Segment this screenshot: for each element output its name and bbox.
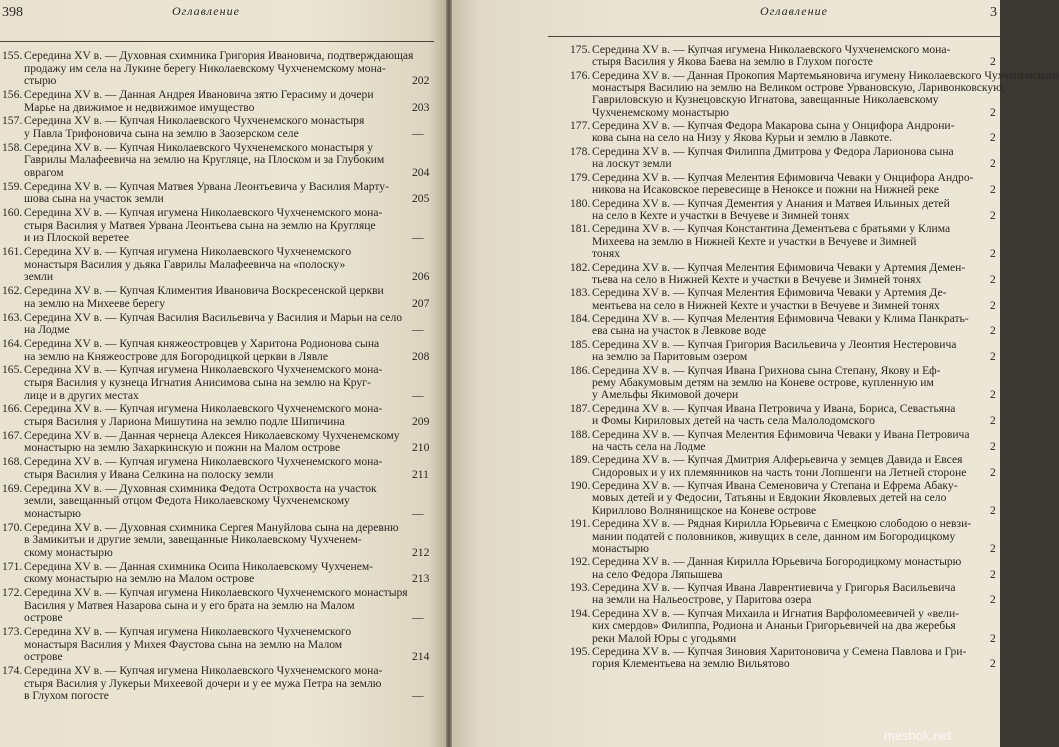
toc-entry [570,68,1059,119]
left-header-rule [0,41,434,42]
toc-entry-line: стыря Василия у кузнеца Игнатия Анисимова сына на землю на Круг- [24,375,371,389]
toc-entry-line: Чухченемскому монастырю [592,105,729,119]
toc-entry [570,262,998,287]
toc-entry-line: монастырю на землю Захаркинскую и пожни на Малом острове [24,441,341,455]
left-page-number: 398 [2,5,23,20]
toc-entry-line: Середина XV в. — Купчая княжеостровцев у Харитона Родионова сына [24,337,380,350]
toc-entry-page: 2 [990,388,996,402]
toc-entry-line: Михеева на землю в Нижней Кехте и участки в Вечуеве и Зимней [592,234,917,248]
toc-entry [2,115,442,140]
toc-entry-line: Марье на движимое и недвижимое имущество [24,100,255,114]
toc-entry-line: на село в Кехте и участки в Вечуеве и Зимней тонях [592,208,850,222]
toc-entry [570,172,998,197]
toc-entry-line: Середина XV в. — Данная Прокопия Мартемьяновича игумену Николаевского Чухченемского [592,68,1059,82]
toc-entry-line: острове [24,650,63,664]
toc-entry-line: на землю на Михееве берегу [24,296,166,310]
toc-entry-line: Середина XV в. — Духовная схимника Федота Острохвоста на участок [24,481,377,495]
toc-entry-page: — [412,506,424,520]
toc-entry-page: — [412,388,424,402]
toc-entry-line: Сидоровых и у их племянников на часть тони Лопшенги на Летней стороне [592,465,967,479]
toc-entry-line: Середина XV в. — Купчая Матвея Урвана Леонтьевича у Василия Марту- [24,179,389,193]
toc-entry [570,518,998,555]
toc-entry-line: Середина XV в. — Купчая игумена Николаевского Чухченемского мона- [24,455,383,469]
toc-entry-line: мовых детей и у Федосии, Татьяны и Евдокии Яковлевых детей на село [592,491,947,505]
toc-entry-page: 2 [990,105,996,119]
toc-entry-line: Середина XV в. — Купчая Филиппа Дмитрова у Федора Ларионова сына [592,145,954,158]
toc-entry-page: — [412,611,424,625]
toc-entry-number: 178. [570,145,591,158]
toc-entry-line: на Лодме [24,323,70,337]
toc-entry-number: 174. [2,664,23,677]
toc-entry-line: монастырю [592,541,649,555]
toc-entry-page: 2 [990,657,996,671]
toc-entry-page: 2 [990,350,996,364]
right-page [452,0,1059,747]
toc-entry-line: Середина XV в. — Купчая Константина Дементьева с братьями у Клима [592,222,951,236]
toc-entry-line: монастырю [24,506,81,520]
toc-entry-line: Середина XV в. — Купчая Григория Васильевича у Леонтия Нестеровича [592,337,957,351]
toc-entry-number: 191. [570,517,591,531]
toc-entry-line: скому монастырю на землю на Малом острове [24,572,255,586]
toc-entry-line: Середина XV в. — Купчая Дементия у Анания и Матвея Ильиных детей [592,196,950,210]
toc-entry-line: мании податей с половников, живущих в селе, данном им Богородицкому [592,529,956,543]
toc-entry-line: Середина XV в. — Духовная схимника Григория Ивановича, подтверждающая [24,49,414,62]
toc-entry-number: 159. [2,179,23,193]
toc-entry-line: Василия у Матвея Назарова сына и у его брата на землю на Малом [24,598,355,612]
toc-entry-page: 2 [990,324,996,338]
toc-entry [570,223,998,260]
toc-entry-page: 2 [990,567,996,581]
toc-entry-line: острове [24,611,63,625]
toc-entry [570,287,998,312]
toc-entry [570,454,998,479]
toc-entry-line: шова сына на участок земли [24,192,164,206]
toc-entry [2,561,442,586]
toc-entry [570,403,998,428]
toc-entry [2,364,442,402]
toc-entry [2,142,442,180]
toc-entry [570,429,998,454]
right-page-number: 3 [990,5,997,20]
toc-entry-line: монастыря Василия у дьяка Гаврилы Малафеевича на «полоску» [24,257,346,271]
toc-entry-line: Середина XV в. — Данная Андрея Ивановича зятю Герасиму и дочери [24,88,374,101]
toc-entry-number: 185. [570,337,591,351]
toc-entry-number: 168. [2,455,23,469]
toc-entry-line: Середина XV в. — Купчая Федора Макарова сына у Онцифора Андрони- [592,119,955,133]
left-page [0,0,446,747]
toc-entry [2,285,442,310]
toc-entry-page: 2 [990,246,996,260]
toc-entry-line: стыря Василия у Якова Баева на землю в Глухом погосте [592,55,873,69]
toc-entry-number: 184. [570,312,591,326]
toc-entry-line: Середина XV в. — Купчая Ивана Петровича у Ивана, Бориса, Севастьяна [592,401,956,415]
toc-entry-number: 173. [2,625,23,638]
toc-entry [2,522,442,560]
toc-entry-page: 2 [990,439,996,453]
toc-entry-page: 212 [412,545,430,559]
toc-entry-line: на земли на Нальеострове, у Паритова озера [592,593,812,607]
toc-entry-line: стыря Василия у Матвея Урвана Леонтьева сына на землю на Кругляце [24,218,376,232]
toc-entry-number: 186. [570,363,591,377]
toc-entry-number: 172. [2,586,23,599]
toc-entry-page: 207 [412,296,430,310]
toc-entry-page: 208 [412,349,430,363]
toc-entry-line: на землю на Княжеострове для Богородицкой церкви в Лявле [24,349,328,363]
toc-entry-number: 169. [2,481,23,495]
toc-entry-line: в Глухом погосте [24,689,109,703]
toc-entry-line: стыря Василия у Ивана Селкина на полоску земли [24,467,274,481]
toc-entry-number: 180. [570,196,591,210]
toc-entry-line: Середина XV в. — Купчая игумена Николаевского Чухченемского [24,245,352,259]
toc-entry-line: Середина XV в. — Купчая Ивана Лаврентиевича у Григорья Васильевича [592,581,956,595]
toc-entry-number: 175. [570,43,591,56]
toc-entry-line: Середина XV в. — Купчая Николаевского Чухченемского монастыря [24,114,365,128]
toc-entry-page: 213 [412,572,430,586]
toc-entry-number: 194. [570,607,591,620]
toc-entry-line: стыря Василия у Лукерьи Михеевой дочери и у ее мужа Петра на землю [24,676,382,690]
toc-entry-line: Середина XV в. — Купчая Дмитрия Алферьевича у земцев Давида и Евсея [592,453,963,467]
left-running-head: Оглавление [172,4,240,18]
toc-entry-line: Середина XV в. — Купчая игумена Николаевского Чухченемского [24,625,352,638]
toc-entry-line: Середина XV в. — Купчая Ивана Семеновича у Степана и Ефрема Абаку- [592,479,958,493]
toc-entry-line: на село Федора Ляпышева [592,567,723,581]
toc-entry-page: 2 [990,414,996,428]
toc-entry-number: 155. [2,49,23,62]
toc-entry-line: Середина XV в. — Купчая Мелентия Ефимовича Чеваки у Артемия Де- [592,286,947,300]
toc-entry-number: 195. [570,645,591,659]
toc-entry-line: Середина XV в. — Духовная схимника Сергея Мануйлова сына на деревню [24,520,399,534]
toc-entry-page: — [412,689,424,703]
toc-entry [570,608,998,645]
toc-entry [2,483,442,521]
toc-entry-page: 209 [412,414,430,428]
toc-entry-page: 203 [412,100,430,114]
toc-entry-number: 179. [570,170,591,184]
toc-entry-line: кова сына на село на Низу у Якова Курьи и землю в Лавкоте. [592,131,893,145]
toc-entry-number: 183. [570,286,591,300]
toc-entry-line: монастыря Василия у Михея Фаустова сына на землю на Малом [24,637,343,651]
toc-entry-line: Середина XV в. — Купчая Василия Васильевича у Василия и Марьи на село [24,310,403,324]
toc-entry-line: продажу им села на Лукине берегу Николаевскому Чухченемскому мона- [24,61,386,75]
toc-entry-page: — [412,231,424,245]
toc-entry [570,556,998,581]
toc-entry [2,338,442,363]
toc-entry-page: 2 [990,157,996,171]
toc-entry-line: Середина XV в. — Купчая Мелентия Ефимовича Чеваки у Клима Панкрать- [592,312,969,326]
toc-entry-line: Середина XV в. — Купчая игумена Николаевского Чухченемского мона- [24,402,383,416]
toc-entry [570,480,998,517]
toc-entry-line: Середина XV в. — Купчая игумена Николаевского Чухченемского мона- [592,43,951,56]
toc-entry-number: 176. [570,68,591,82]
toc-entry-line: на лоскут земли [592,157,672,171]
toc-entry-line: Середина XV в. — Купчая Климентия Ивановича Воскресенской церкви [24,284,384,298]
toc-entry-line: Середина XV в. — Рядная Кирилла Юрьевича с Емецкою слободою о невзи- [592,517,972,531]
toc-entry [2,207,442,245]
toc-entry-number: 167. [2,428,23,442]
toc-entry-page: 202 [412,74,430,88]
toc-entry-line: Середина XV в. — Купчая Михаила и Игнатия Варфоломеевичей у «вели- [592,607,960,620]
toc-entry-page: 2 [990,208,996,222]
toc-entry-line: Гавриловскую и Кузнецовскую Игнатова, завещанные Николаевскому [592,93,939,107]
toc-entry [2,181,442,206]
toc-entry-number: 166. [2,402,23,416]
toc-entry [570,313,998,338]
toc-entry-number: 158. [2,140,23,154]
toc-entry-line: стыря Василия у Лариона Мишутина на землю подле Шипичина [24,414,345,428]
toc-entry-line: Середина XV в. — Купчая игумена Николаевского Чухченемского мона- [24,664,383,677]
toc-entry-line: лице и в других местах [24,388,139,402]
toc-entry-page: 2 [990,503,996,517]
toc-entry [2,456,442,481]
toc-entry-page: — [412,323,424,337]
toc-entry-line: Середина XV в. — Купчая Николаевского Чухченемского монастыря у [24,140,373,154]
toc-entry-page: 2 [990,541,996,555]
toc-entry-line: монастыря Василию на землю на Великом острове Урвановскую, Ларивонковскую, [592,81,1005,95]
toc-entry-page: 211 [412,467,429,481]
toc-entry [570,120,998,145]
toc-entry [570,44,998,69]
toc-entry [570,146,998,171]
toc-entry-line: никова на Исаковское перевесище в Неноксе и пожни на Нижней реке [592,183,939,197]
toc-entry-line: и Фомы Кириловых детей на часть села Малолодомского [592,414,875,428]
right-header-rule [548,36,1000,37]
toc-entry-number: 160. [2,206,23,220]
toc-entry-number: 156. [2,88,23,101]
toc-entry-number: 161. [2,245,23,259]
toc-entry-line: Середина XV в. — Купчая игумена Николаевского Чухченемского монастыря [24,586,408,599]
toc-entry-line: Гаврилы Малафеевича на землю на Кругляце, на Плоском и за Глубоким [24,153,385,167]
toc-entry [2,403,442,428]
toc-entry-number: 163. [2,310,23,324]
toc-entry-number: 170. [2,520,23,534]
toc-entry [2,626,442,664]
toc-entry-line: земли [24,270,54,284]
toc-entry-line: Середина XV в. — Купчая Ивана Грихнова сына Степану, Якову и Еф- [592,363,941,377]
toc-entry [570,582,998,607]
toc-entry-page: 2 [990,272,996,286]
toc-entry [2,312,442,337]
toc-entry [2,587,442,625]
toc-entry-number: 164. [2,337,23,350]
toc-entry-page: 2 [990,55,996,69]
toc-entry-number: 188. [570,427,591,441]
toc-entry-page: 2 [990,465,996,479]
toc-entry-line: Середина XV в. — Купчая Мелентия Ефимовича Чеваки у Артемия Демен- [592,260,966,274]
toc-entry-line: стырю [24,74,57,88]
toc-entry-line: Середина XV в. — Купчая Мелентия Ефимовича Чеваки у Ивана Петровича [592,427,970,441]
toc-entry-line: Середина XV в. — Купчая игумена Николаевского Чухченемского мона- [24,206,383,220]
toc-entry-line: ева сына на участок в Левкове водe [592,324,767,338]
toc-entry-number: 182. [570,260,591,274]
toc-entry-line: в Замикитьи и другие земли, завещанные Николаевскому Чухченем- [24,533,362,547]
toc-entry-page: 204 [412,165,430,179]
toc-entry-page: 2 [990,298,996,312]
toc-entry-line: Середина XV в. — Купчая Мелентия Ефимовича Чеваки у Онцифора Андро- [592,170,974,184]
toc-entry-line: у Павла Трифоновича сына на землю в Заозерском селе [24,126,299,140]
toc-entry-number: 165. [2,363,23,377]
toc-entry-number: 193. [570,581,591,595]
toc-entry-number: 181. [570,222,591,236]
right-running-head: Оглавление [760,4,828,18]
toc-entry-line: земли, завещанный отцом Федота Николаевскому Чухченемскому [24,494,350,508]
toc-entry-number: 187. [570,401,591,415]
toc-entry-number: 171. [2,559,23,573]
toc-entry-line: ментьева на село в Нижней Кехте и участки в Вечуеве и Зимней тонях [592,298,940,312]
toc-entry [570,198,998,223]
toc-entry-number: 189. [570,453,591,467]
toc-entry-line: на часть села на Лодме [592,439,706,453]
toc-entry [570,365,998,402]
toc-entry [2,246,442,284]
toc-entry-number: 177. [570,119,591,133]
toc-entry-line: рему Абакумовым детям на землю на Коневе острове, купленную им [592,375,934,389]
toc-entry-line: реки Малой Юры с угодьями [592,631,737,645]
toc-entry-line: на землю за Паритовым озером [592,350,748,364]
toc-entry-number: 162. [2,284,23,298]
toc-entry-line: Середина XV в. — Купчая игумена Николаевского Чухченемского мона- [24,363,383,377]
toc-entry-page: — [412,126,424,140]
toc-entry-page: 2 [990,131,996,145]
toc-entry-line: тьева на село в Нижней Кехте и участки в Вечуеве и Зимней тонях [592,272,922,286]
toc-entry-line: и из Плоской веретее [24,231,129,245]
toc-entry-line: ких смердов» Филиппа, Родиона и Ананьи Григорьевичей на два жеребья [592,619,956,633]
toc-entry-line: Середина XV в. — Купчая Зиновия Харитоновича у Семена Павлова и Гри- [592,645,967,659]
toc-entry-line: Середина XV в. — Данная схимника Осипа Николаевскому Чухченем- [24,559,374,573]
toc-entry-line: Кириллово Волнянищское на Коневе острове [592,503,817,517]
toc-entry-line: оврагом [24,165,64,179]
toc-entry [2,50,442,88]
toc-entry-number: 157. [2,114,23,128]
toc-entry-line: тонях [592,246,621,260]
toc-entry-page: 2 [990,593,996,607]
toc-entry-line: Середина XV в. — Данная Кирилла Юрьевича Богородицкому монастырю [592,555,962,569]
toc-entry-line: у Амельфы Якимовой дочери [592,388,739,402]
toc-entry-number: 190. [570,479,591,493]
toc-entry [570,646,998,671]
toc-entry-page: 205 [412,192,430,206]
toc-entry-page: 206 [412,270,430,284]
watermark: meshok.net [884,728,952,743]
toc-entry-page: 2 [990,631,996,645]
toc-entry-line: Середина XV в. — Данная чернеца Алексея Николаевскому Чухченемскому [24,428,400,442]
toc-entry [2,89,442,114]
toc-entry [2,430,442,455]
toc-entry-line: гория Клементьева на землю Вильятово [592,657,790,671]
toc-entry-page: 210 [412,441,430,455]
toc-entry [2,665,442,703]
toc-entry-page: 2 [990,183,996,197]
toc-entry-line: скому монастырю [24,545,113,559]
toc-entry-page: 214 [412,650,430,664]
toc-entry-number: 192. [570,555,591,569]
toc-entry [570,339,998,364]
